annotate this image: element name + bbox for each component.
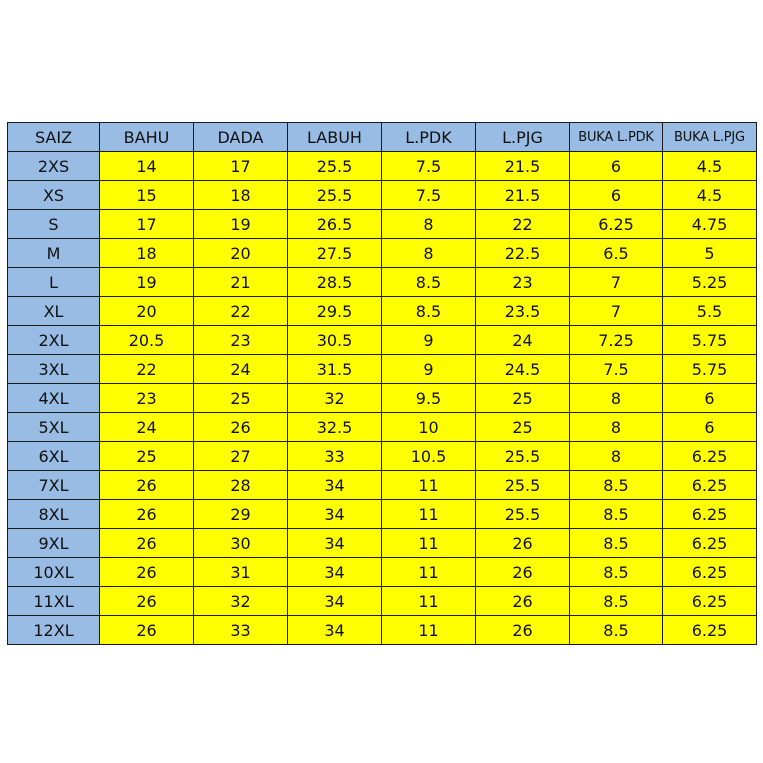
header-dada: DADA — [194, 123, 288, 152]
cell-l-pjg: 25 — [476, 384, 570, 413]
cell-labuh: 25.5 — [288, 181, 382, 210]
cell-l-pdk: 11 — [382, 587, 476, 616]
size-label-cell: 12XL — [8, 616, 100, 645]
size-label-cell: M — [8, 239, 100, 268]
cell-bahu: 20 — [100, 297, 194, 326]
cell-l-pdk: 8 — [382, 210, 476, 239]
cell-dada: 20 — [194, 239, 288, 268]
cell-dada: 22 — [194, 297, 288, 326]
cell-buka-l-pdk: 7 — [570, 297, 663, 326]
cell-l-pjg: 21.5 — [476, 181, 570, 210]
size-label-cell: XS — [8, 181, 100, 210]
header-bahu: BAHU — [100, 123, 194, 152]
cell-l-pdk: 9.5 — [382, 384, 476, 413]
size-chart-table — [7, 122, 757, 645]
cell-bahu: 23 — [100, 384, 194, 413]
size-label-cell: 11XL — [8, 587, 100, 616]
table-row — [8, 413, 757, 442]
cell-buka-l-pjg: 5 — [663, 239, 757, 268]
header-l-pjg: L.PJG — [476, 123, 570, 152]
header-saiz: SAIZ — [8, 123, 100, 152]
cell-buka-l-pjg: 6.25 — [663, 616, 757, 645]
cell-bahu: 24 — [100, 413, 194, 442]
cell-dada: 28 — [194, 471, 288, 500]
cell-labuh: 30.5 — [288, 326, 382, 355]
cell-labuh: 31.5 — [288, 355, 382, 384]
cell-l-pjg: 21.5 — [476, 152, 570, 181]
cell-l-pdk: 10 — [382, 413, 476, 442]
cell-bahu: 14 — [100, 152, 194, 181]
size-label-cell: XL — [8, 297, 100, 326]
cell-dada: 33 — [194, 616, 288, 645]
cell-l-pdk: 9 — [382, 355, 476, 384]
cell-bahu: 17 — [100, 210, 194, 239]
cell-labuh: 34 — [288, 529, 382, 558]
cell-l-pjg: 25.5 — [476, 500, 570, 529]
cell-buka-l-pdk: 7.5 — [570, 355, 663, 384]
cell-buka-l-pjg: 5.25 — [663, 268, 757, 297]
cell-labuh: 25.5 — [288, 152, 382, 181]
size-label-cell: 6XL — [8, 442, 100, 471]
cell-bahu: 26 — [100, 500, 194, 529]
size-label-cell: 2XL — [8, 326, 100, 355]
cell-bahu: 26 — [100, 471, 194, 500]
cell-buka-l-pjg: 6.25 — [663, 587, 757, 616]
header-buka-l-pjg: BUKA L.PJG — [663, 123, 757, 152]
cell-buka-l-pdk: 7.25 — [570, 326, 663, 355]
cell-dada: 21 — [194, 268, 288, 297]
cell-bahu: 26 — [100, 616, 194, 645]
table-row — [8, 326, 757, 355]
cell-dada: 26 — [194, 413, 288, 442]
cell-l-pdk: 10.5 — [382, 442, 476, 471]
size-label-cell: 5XL — [8, 413, 100, 442]
cell-l-pdk: 9 — [382, 326, 476, 355]
cell-labuh: 28.5 — [288, 268, 382, 297]
cell-l-pdk: 7.5 — [382, 152, 476, 181]
header-row — [8, 123, 757, 152]
cell-buka-l-pdk: 6.5 — [570, 239, 663, 268]
cell-buka-l-pjg: 6 — [663, 413, 757, 442]
cell-buka-l-pjg: 6.25 — [663, 500, 757, 529]
table-row — [8, 616, 757, 645]
header-buka-l-pdk: BUKA L.PDK — [570, 123, 663, 152]
cell-bahu: 26 — [100, 558, 194, 587]
table-row — [8, 558, 757, 587]
table-body — [8, 152, 757, 645]
table-row — [8, 152, 757, 181]
cell-dada: 24 — [194, 355, 288, 384]
cell-l-pdk: 11 — [382, 500, 476, 529]
cell-buka-l-pjg: 4.75 — [663, 210, 757, 239]
cell-buka-l-pdk: 8.5 — [570, 587, 663, 616]
header-labuh: LABUH — [288, 123, 382, 152]
cell-dada: 30 — [194, 529, 288, 558]
cell-l-pjg: 24 — [476, 326, 570, 355]
table-row — [8, 471, 757, 500]
cell-bahu: 18 — [100, 239, 194, 268]
cell-buka-l-pdk: 7 — [570, 268, 663, 297]
cell-labuh: 29.5 — [288, 297, 382, 326]
cell-buka-l-pdk: 6 — [570, 181, 663, 210]
cell-l-pdk: 8.5 — [382, 297, 476, 326]
cell-l-pdk: 8 — [382, 239, 476, 268]
cell-bahu: 20.5 — [100, 326, 194, 355]
size-label-cell: 2XS — [8, 152, 100, 181]
cell-dada: 19 — [194, 210, 288, 239]
size-label-cell: 7XL — [8, 471, 100, 500]
cell-buka-l-pjg: 6.25 — [663, 471, 757, 500]
cell-bahu: 19 — [100, 268, 194, 297]
size-label-cell: 4XL — [8, 384, 100, 413]
cell-buka-l-pjg: 5.5 — [663, 297, 757, 326]
cell-l-pjg: 22 — [476, 210, 570, 239]
size-label-cell: L — [8, 268, 100, 297]
cell-l-pjg: 25.5 — [476, 442, 570, 471]
table-row — [8, 210, 757, 239]
cell-labuh: 34 — [288, 500, 382, 529]
table-row — [8, 442, 757, 471]
table-header — [8, 123, 757, 152]
size-label-cell: 9XL — [8, 529, 100, 558]
cell-dada: 23 — [194, 326, 288, 355]
cell-dada: 29 — [194, 500, 288, 529]
cell-l-pdk: 11 — [382, 558, 476, 587]
cell-labuh: 34 — [288, 471, 382, 500]
cell-labuh: 34 — [288, 558, 382, 587]
cell-labuh: 26.5 — [288, 210, 382, 239]
cell-buka-l-pdk: 8.5 — [570, 616, 663, 645]
table-row — [8, 384, 757, 413]
header-l-pdk: L.PDK — [382, 123, 476, 152]
cell-buka-l-pjg: 5.75 — [663, 326, 757, 355]
table-row — [8, 500, 757, 529]
cell-l-pdk: 8.5 — [382, 268, 476, 297]
cell-bahu: 15 — [100, 181, 194, 210]
cell-dada: 18 — [194, 181, 288, 210]
cell-buka-l-pdk: 6 — [570, 152, 663, 181]
cell-l-pjg: 26 — [476, 587, 570, 616]
cell-buka-l-pjg: 6.25 — [663, 529, 757, 558]
cell-bahu: 22 — [100, 355, 194, 384]
cell-buka-l-pdk: 8 — [570, 442, 663, 471]
table-row — [8, 239, 757, 268]
cell-l-pdk: 11 — [382, 471, 476, 500]
cell-buka-l-pjg: 6 — [663, 384, 757, 413]
cell-labuh: 33 — [288, 442, 382, 471]
cell-bahu: 26 — [100, 529, 194, 558]
cell-l-pjg: 25 — [476, 413, 570, 442]
cell-buka-l-pdk: 8 — [570, 384, 663, 413]
cell-dada: 31 — [194, 558, 288, 587]
table-row — [8, 181, 757, 210]
cell-buka-l-pjg: 6.25 — [663, 442, 757, 471]
cell-l-pjg: 26 — [476, 558, 570, 587]
table-row — [8, 297, 757, 326]
cell-labuh: 34 — [288, 616, 382, 645]
cell-dada: 32 — [194, 587, 288, 616]
cell-buka-l-pjg: 4.5 — [663, 181, 757, 210]
cell-labuh: 32 — [288, 384, 382, 413]
table-row — [8, 587, 757, 616]
table-row — [8, 355, 757, 384]
cell-buka-l-pdk: 8.5 — [570, 558, 663, 587]
cell-labuh: 27.5 — [288, 239, 382, 268]
cell-l-pdk: 11 — [382, 616, 476, 645]
table-row — [8, 529, 757, 558]
size-label-cell: 10XL — [8, 558, 100, 587]
cell-l-pjg: 26 — [476, 529, 570, 558]
cell-buka-l-pdk: 8 — [570, 413, 663, 442]
table-row — [8, 268, 757, 297]
cell-buka-l-pdk: 8.5 — [570, 529, 663, 558]
cell-labuh: 32.5 — [288, 413, 382, 442]
cell-l-pjg: 23.5 — [476, 297, 570, 326]
cell-dada: 27 — [194, 442, 288, 471]
cell-dada: 17 — [194, 152, 288, 181]
cell-buka-l-pjg: 4.5 — [663, 152, 757, 181]
cell-l-pjg: 24.5 — [476, 355, 570, 384]
cell-buka-l-pjg: 5.75 — [663, 355, 757, 384]
size-label-cell: 8XL — [8, 500, 100, 529]
cell-buka-l-pdk: 6.25 — [570, 210, 663, 239]
cell-bahu: 25 — [100, 442, 194, 471]
size-label-cell: 3XL — [8, 355, 100, 384]
cell-labuh: 34 — [288, 587, 382, 616]
cell-dada: 25 — [194, 384, 288, 413]
cell-l-pdk: 7.5 — [382, 181, 476, 210]
cell-l-pjg: 22.5 — [476, 239, 570, 268]
cell-buka-l-pdk: 8.5 — [570, 471, 663, 500]
cell-l-pdk: 11 — [382, 529, 476, 558]
size-label-cell: S — [8, 210, 100, 239]
cell-bahu: 26 — [100, 587, 194, 616]
cell-l-pjg: 25.5 — [476, 471, 570, 500]
cell-buka-l-pdk: 8.5 — [570, 500, 663, 529]
cell-buka-l-pjg: 6.25 — [663, 558, 757, 587]
cell-l-pjg: 26 — [476, 616, 570, 645]
cell-l-pjg: 23 — [476, 268, 570, 297]
